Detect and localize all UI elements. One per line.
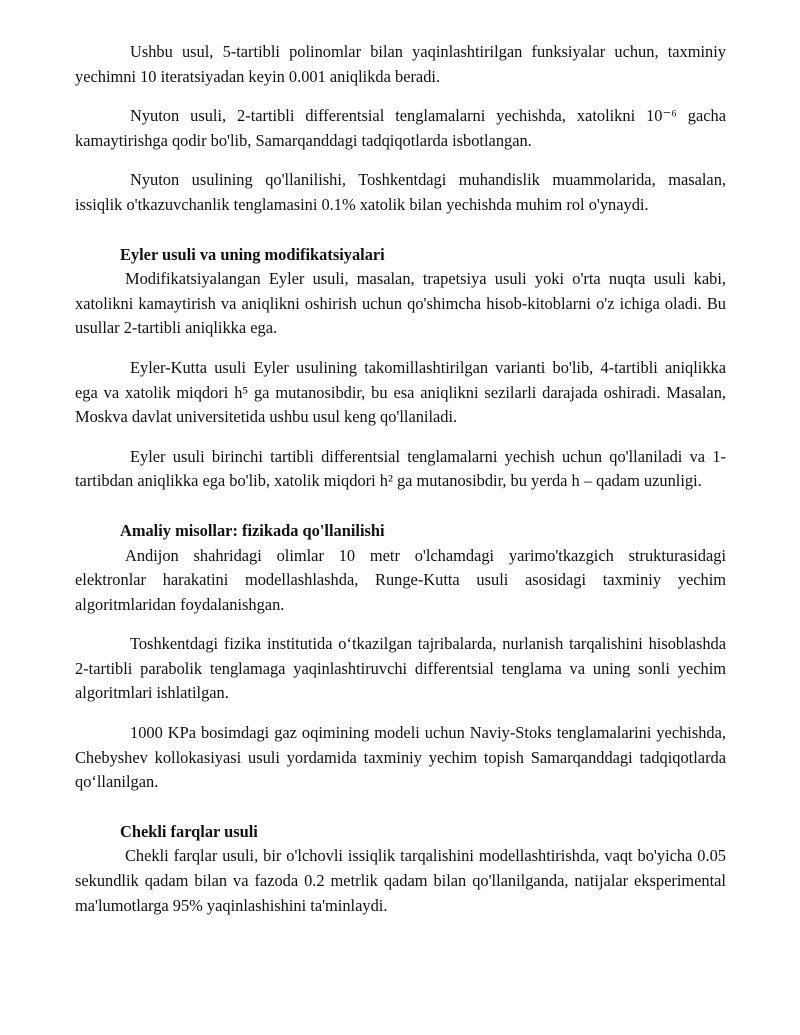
paragraph-newton-application: Nyuton usulining qo'llanilishi, Toshkentdagi muhandislik muammolarida, masalan, issiqlik o'tkazuvchanlik tenglamasini 0.1% xatolik bilan yechishda muhim rol o'ynaydi. <box>75 170 726 214</box>
paragraph-finite-differences: Chekli farqlar usuli, bir o'lchovli issiqlik tarqalishini modellashtirishda, vaqt bo'yicha 0.05 sekundlik qadam bilan va fazoda 0.2 metrlik qadam bilan qo'llanilganda, natijalar eksperimental ma'lumotlarga 95% yaqinlashishini ta'minlaydi. <box>75 846 726 915</box>
section-heading-finite-differences: Chekli farqlar usuli <box>120 821 258 841</box>
paragraph-euler-first-order: Eyler usuli birinchi tartibli differentsial tenglamalarni yechish uchun qo'llaniladi va 1-tartibdan aniqlikka ega bo'lib, xatolik miqdori h² ga mutanosibdir, bu yerda h – qadam uzunligi. <box>75 446 726 491</box>
section-heading-physics-examples: Amaliy misollar: fizikada qo'llanilishi <box>120 520 385 540</box>
paragraph-newton-method: Nyuton usuli, 2-tartibli differentsial tenglamalarni yechishda, xatolikni 10⁻⁶ gacha kamaytirishga qodir bo'lib, Samarqanddagi tadqiqotlarda isbotlangan. <box>75 106 726 150</box>
paragraph-andijon-semiconductor: Andijon shahridagi olimlar 10 metr o'lchamdagi yarimo'tkazgich strukturasidagi elektronlar harakatini modellashlashda, Runge-Kutta usuli asosidagi taxminiy yechim algoritmlaridan foydalanishgan. <box>75 545 726 614</box>
paragraph-modified-euler: Modifikatsiyalangan Eyler usuli, masalan, trapetsiya usuli yoki o'rta nuqta usuli kabi, xatolikni kamaytirish va aniqlikni oshirish uchun qo'shimcha hisob-kitoblarni o'z ichiga oladi. Bu usullar 2-tartibli aniqlikka ega. <box>75 269 726 338</box>
paragraph-euler-kutta: Eyler-Kutta usuli Eyler usulining takomillashtirilgan varianti bo'lib, 4-tartibli aniqlikka ega va xatolik miqdori h⁵ ga mutanosibdir, bu esa aniqlikni sezilarli darajada oshiradi. Masalan, Moskva davlat universitetida ushbu usul keng qo'llaniladi. <box>75 357 726 427</box>
document-page <box>75 40 726 918</box>
paragraph-polynomial-approximation: Ushbu usul, 5-tartibli polinomlar bilan yaqinlashtirilgan funksiyalar uchun, taxminiy yechimni 10 iteratsiyadan keyin 0.001 aniqlikda beradi. <box>75 42 726 86</box>
paragraph-navier-stokes: 1000 KPa bosimdagi gaz oqimining modeli uchun Naviy-Stoks tenglamalarini yechishda, Chebyshev kollokasiyasi usuli yordamida taxminiy yechim topish Samarqanddagi tadqiqotlarda qo‘llanilgan. <box>75 723 726 792</box>
paragraph-tashkent-radiation: Toshkentdagi fizika institutida o‘tkazilgan tajribalarda, nurlanish tarqalishini hisoblashda 2-tartibli parabolik tenglamaga yaqinlashtiruvchi differentsial tenglama va uning sonli yechim algoritmlari ishlatilgan. <box>75 634 726 703</box>
section-heading-euler: Eyler usuli va uning modifikatsiyalari <box>120 244 385 264</box>
